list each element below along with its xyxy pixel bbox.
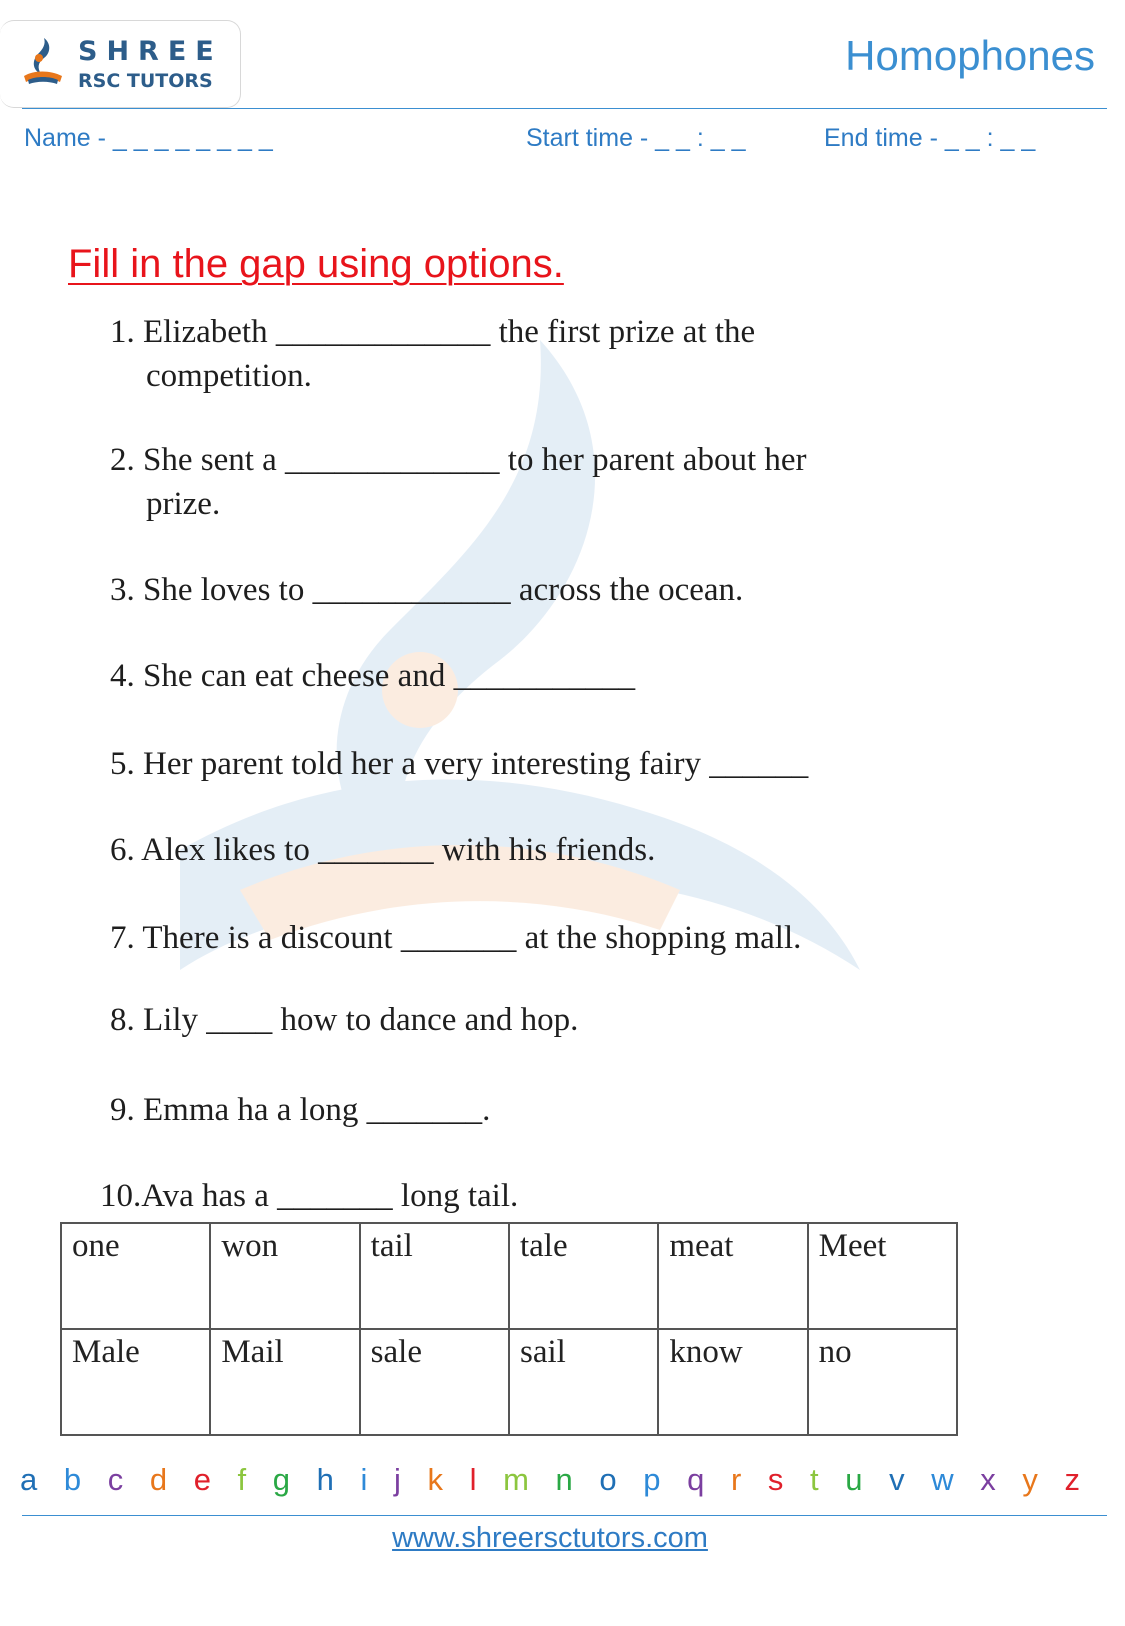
question-text: 9. Emma ha a long _______.	[110, 1092, 491, 1128]
question-10	[100, 1174, 930, 1218]
question-text: 3. She loves to ____________ across the ocean.	[110, 572, 744, 608]
alphabet-letter: a	[20, 1462, 38, 1497]
alphabet-letter: o	[599, 1462, 617, 1497]
website-link[interactable]: www.shreersctutors.com	[392, 1522, 708, 1554]
alphabet-letter: z	[1064, 1462, 1080, 1497]
question-5	[110, 742, 940, 786]
alphabet-letter: v	[889, 1462, 905, 1497]
alphabet-letter: c	[107, 1462, 124, 1497]
question-text: 5. Her parent told her a very interesting fairy ______	[110, 746, 809, 782]
alphabet-letter: n	[555, 1462, 573, 1497]
question-9	[110, 1088, 940, 1132]
options-row	[61, 1223, 957, 1329]
question-2	[110, 438, 940, 526]
instruction-heading: Fill in the gap using options.	[68, 242, 564, 286]
question-1	[110, 310, 940, 398]
alphabet-letter: m	[503, 1462, 529, 1497]
question-text: 4. She can eat cheese and ___________	[110, 658, 636, 694]
option-cell: won	[210, 1223, 359, 1329]
question-6	[110, 828, 940, 872]
question-text: 1. Elizabeth _____________ the first prize at the	[110, 314, 756, 350]
option-cell: Male	[61, 1329, 210, 1435]
page-title: Homophones	[845, 32, 1095, 79]
footer-divider	[22, 1515, 1107, 1516]
question-text: 7. There is a discount _______ at the shopping mall.	[110, 920, 802, 956]
alphabet-letter: j	[394, 1462, 401, 1497]
alphabet-letter: w	[931, 1462, 954, 1497]
question-3	[110, 568, 940, 612]
option-cell: Mail	[210, 1329, 359, 1435]
name-field: Name - _ _ _ _ _ _ _ _	[24, 124, 273, 152]
logo-text-rsc-tutors: RSC TUTORS	[78, 70, 213, 92]
alphabet-letter: g	[272, 1462, 291, 1497]
option-cell: tale	[509, 1223, 658, 1329]
alphabet-letter: d	[149, 1462, 168, 1497]
alphabet-strip	[20, 1462, 1080, 1498]
question-text: 6. Alex likes to _______ with his friends.	[110, 832, 656, 868]
alphabet-letter: l	[469, 1462, 477, 1497]
alphabet-letter: r	[730, 1462, 742, 1497]
option-cell: tail	[360, 1223, 509, 1329]
question-text: 8. Lily ____ how to dance and hop.	[110, 1002, 579, 1038]
end-time-field: End time - _ _ : _ _	[824, 124, 1036, 152]
alphabet-letter: u	[845, 1462, 863, 1497]
option-cell: one	[61, 1223, 210, 1329]
logo-icon	[22, 36, 64, 86]
option-cell: sale	[360, 1329, 509, 1435]
question-8	[110, 998, 940, 1042]
alphabet-letter: f	[237, 1462, 247, 1497]
option-cell: meat	[658, 1223, 807, 1329]
start-time-field: Start time - _ _ : _ _	[526, 124, 746, 152]
alphabet-letter: i	[360, 1462, 368, 1497]
alphabet-letter: h	[316, 1462, 334, 1497]
alphabet-letter: s	[767, 1462, 784, 1497]
question-text-continued: prize.	[146, 486, 221, 522]
option-cell: sail	[509, 1329, 658, 1435]
option-cell: no	[808, 1329, 957, 1435]
question-text: 10.Ava has a _______ long tail.	[100, 1178, 519, 1214]
alphabet-letter: q	[687, 1462, 705, 1497]
alphabet-letter: k	[427, 1462, 443, 1497]
options-row	[61, 1329, 957, 1435]
logo-text-shree: SHREE	[78, 36, 223, 67]
question-text-continued: competition.	[146, 358, 312, 394]
alphabet-letter: b	[63, 1462, 82, 1497]
header-divider	[22, 108, 1107, 109]
alphabet-letter: t	[810, 1462, 819, 1497]
alphabet-letter: p	[643, 1462, 661, 1497]
options-table	[60, 1222, 958, 1436]
question-7	[110, 916, 940, 960]
alphabet-letter: y	[1022, 1462, 1038, 1497]
question-text: 2. She sent a _____________ to her parent about her	[110, 442, 807, 478]
alphabet-letter: e	[193, 1462, 211, 1497]
option-cell: Meet	[808, 1223, 957, 1329]
option-cell: know	[658, 1329, 807, 1435]
question-4	[110, 654, 940, 698]
alphabet-letter: x	[980, 1462, 996, 1497]
